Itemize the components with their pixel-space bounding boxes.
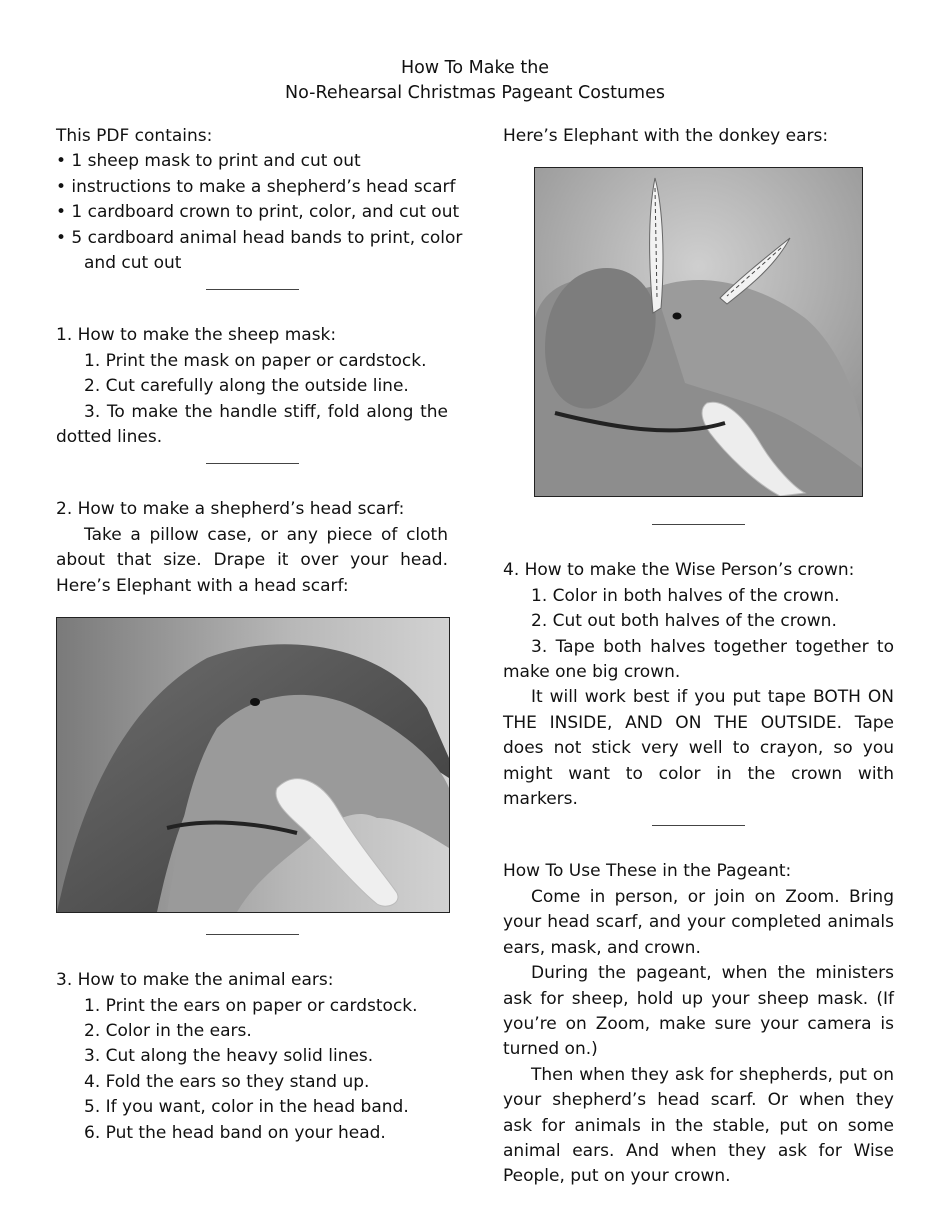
ears-step: 4. Fold the ears so they stand up. [84,1071,370,1092]
crown-step: 2. Cut out both halves of the crown. [531,611,837,632]
crown-note: It will work best if you put tape BOTH ON THE INSIDE, AND ON THE OUTSIDE. Tape does not stick very well to crayon, so you might want to color in the crown with markers. [503,687,894,810]
scarf-heading: 2. How to make a shepherd’s head scarf: [56,499,405,520]
contents-item-continued: and cut out [84,253,182,274]
crown-step: 3. Tape both halves together together to make one big crown. [503,636,894,683]
sheep-heading: 1. How to make the sheep mask: [56,325,337,346]
title-line-2: No-Rehearsal Christmas Pageant Costumes [285,83,665,103]
document-title [0,56,950,106]
ears-step: 3. Cut along the heavy solid lines. [84,1046,374,1067]
crown-heading: 4. How to make the Wise Person’s crown: [503,560,855,581]
pageant-paragraph: During the pageant, when the ministers ask for sheep, hold up your sheep mask. (If you’re on Zoom, make sure your camera is turned on.) [503,963,894,1060]
left-column [56,124,463,1146]
contents-heading: This PDF contains: [56,126,213,146]
contents-item: • 1 sheep mask to print and cut out [56,151,361,172]
title-line-1: How To Make the [400,58,550,78]
head-scarf-photo [56,617,450,913]
ears-heading: 3. How to make the animal ears: [56,970,334,991]
ears-step: 5. If you want, color in the head band. [84,1097,409,1118]
contents-item: • instructions to make a shepherd’s head scarf [56,176,456,197]
contents-item: • 5 cardboard animal head bands to print, color [56,227,463,248]
sheep-step: 3. To make the handle stiff, fold along the dotted lines. [56,401,448,448]
scarf-text: Take a pillow case, or any piece of cloth about that size. Drape it over your head. Here’s Elephant with a head scarf: [56,524,448,596]
right-column [503,124,894,1190]
crown-step: 1. Color in both halves of the crown. [531,585,840,606]
donkey-ears-photo [534,167,863,497]
sheep-step: 1. Print the mask on paper or cardstock. [84,350,427,371]
ears-step: 2. Color in the ears. [84,1020,252,1041]
contents-item: • 1 cardboard crown to print, color, and cut out [56,202,460,223]
ears-step: 6. Put the head band on your head. [84,1122,386,1143]
ears-step: 1. Print the ears on paper or cardstock. [84,995,418,1016]
donkey-caption: Here’s Elephant with the donkey ears: [503,126,829,146]
pageant-heading: How To Use These in the Pageant: [503,861,792,882]
pageant-paragraph: Then when they ask for shepherds, put on your shepherd’s head scarf. Or when they ask for animals in the stable, put on some animal ears. And when they ask for Wise People, put on your crown. [503,1064,894,1187]
sheep-step: 2. Cut carefully along the outside line. [84,376,409,397]
pageant-paragraph: Come in person, or join on Zoom. Bring your head scarf, and your completed animals ears, mask, and crown. [503,886,894,958]
